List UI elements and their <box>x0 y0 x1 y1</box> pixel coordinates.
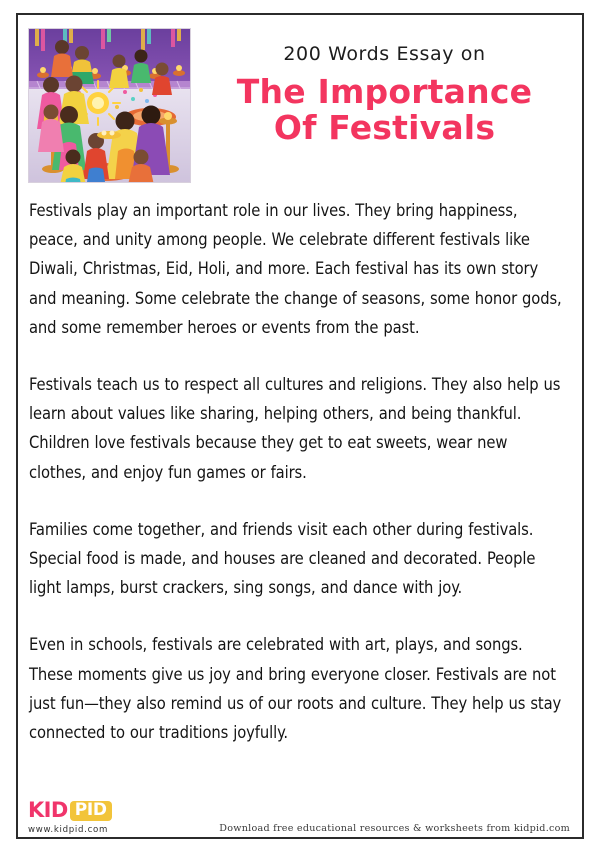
essay-paragraph: Families come together, and friends visit each other during festivals. Special food is made, and houses are cleaned and decorated. People light lamps, burst crackers, sing songs, and dance with joy. <box>29 519 536 598</box>
page-title: The Importance Of Festivals <box>236 71 533 147</box>
title-block <box>191 28 572 145</box>
essay-eyebrow: 200 Words Essay on <box>283 43 486 65</box>
page-footer <box>28 791 572 835</box>
brand-kid-text: KID <box>28 798 68 822</box>
kidpid-logo[interactable] <box>28 800 112 835</box>
essay-paragraph: Festivals teach us to respect all cultures and religions. They also help us learn about values like sharing, helping others, and being thankful. Children love festivals because they get to eat sweets, wear new clothes, and enjoy fun games or fairs. <box>29 375 561 482</box>
essay-body <box>29 196 566 747</box>
illustration-artwork <box>29 29 190 182</box>
essay-paragraph: Even in schools, festivals are celebrated with art, plays, and songs. These moments give us joy and bring everyone closer. Festivals are not just fun—they also remind us of our roots and culture. They help us stay connected to our traditions joyfully. <box>29 635 562 743</box>
footer-note: Download free educational resources & worksheets from kidpid.com <box>219 823 570 834</box>
essay-paragraph: Festivals play an important role in our lives. They bring happiness, peace, and unity among people. We celebrate different festivals like Diwali, Christmas, Eid, Holi, and more. Each festival has its own story and meaning. Some celebrate the change of seasons, some honor gods, and some remember heroes or events from the past. <box>29 201 562 337</box>
brand-pid-badge: PID <box>70 801 112 821</box>
brand-url[interactable]: www.kidpid.com <box>28 825 109 835</box>
festival-celebration-illustration <box>28 28 191 183</box>
page-header <box>28 28 572 186</box>
brand-wordmark <box>28 800 112 821</box>
